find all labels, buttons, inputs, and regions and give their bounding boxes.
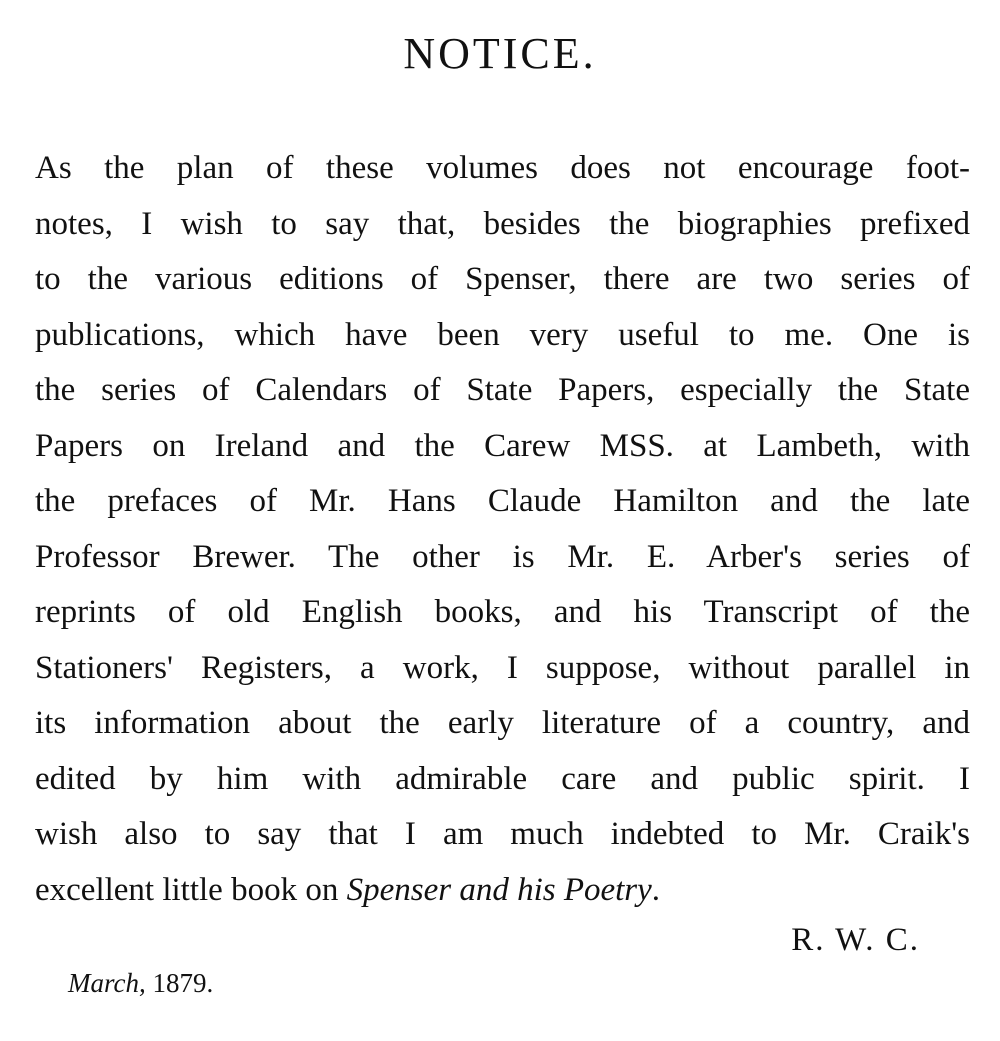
text-line-4: publications, which have been very useful to me. One is [35,316,970,353]
text-line-10: Stationers' Registers, a work, I suppose, without parallel in [35,649,970,686]
text-line-6: Papers on Ireland and the Carew MSS. at Lambeth, with [35,427,970,464]
text-line-14 [35,863,970,919]
last-line-suffix: . [651,871,661,908]
text-line-9: reprints of old English books, and his Transcript of the [35,594,970,630]
text-line-7: the prefaces of Mr. Hans Claude Hamilton and the late [35,483,970,519]
last-line-prefix: excellent little book on [35,871,347,908]
text-line-12: edited by him with admirable care and public spirit. I [35,760,970,797]
text-line-3: to the various editions of Spenser, there are two series of [35,261,970,297]
notice-body [35,141,970,918]
author-initials: R. W. C. [791,922,920,958]
text-line-11: its information about the early literature of a country, and [35,705,970,741]
text-line-8: Professor Brewer. The other is Mr. E. Arber's series of [35,538,970,575]
notice-title: NOTICE. [403,29,597,78]
text-line-5: the series of Calendars of State Papers, especially the State [35,372,970,408]
date-month: March, [68,968,146,998]
date-year: 1879. [152,968,214,998]
dateline [68,968,213,999]
book-title: Spenser and his Poetry [346,871,652,908]
text-line-2: notes, I wish to say that, besides the biographies prefixed [35,205,970,242]
text-line-1: As the plan of these volumes does not encourage foot- [35,150,970,186]
text-line-13: wish also to say that I am much indebted to Mr. Craik's [35,816,970,852]
